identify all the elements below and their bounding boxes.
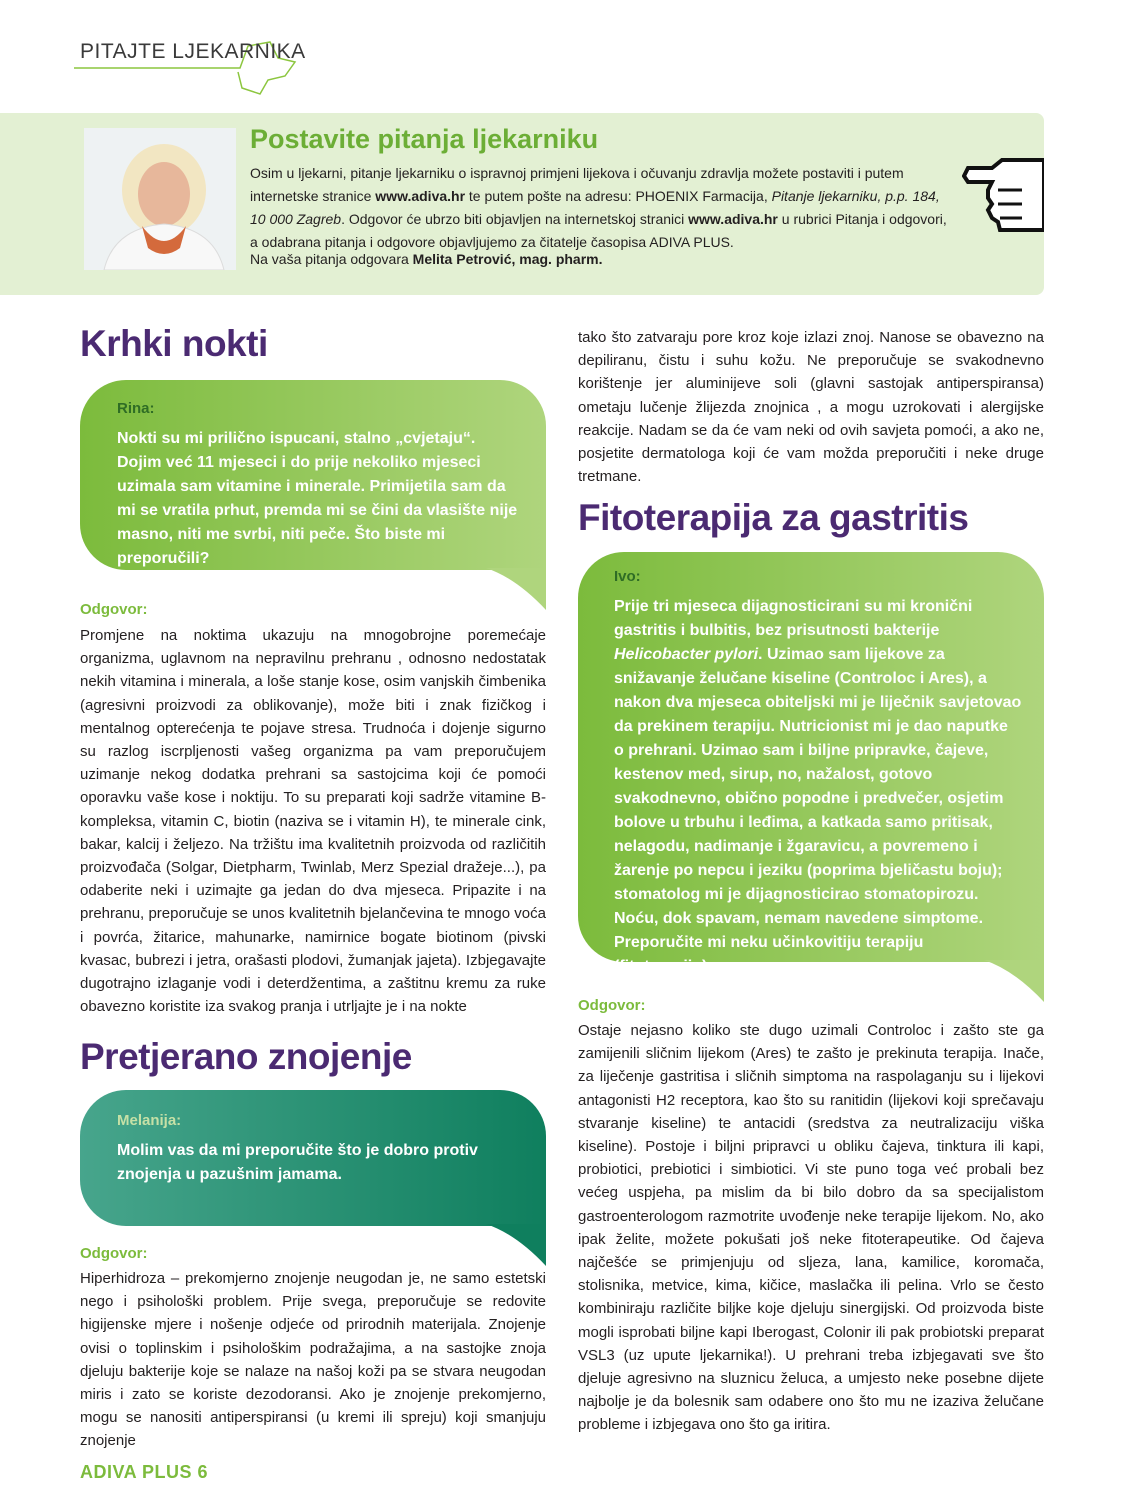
- question-bubble-krhki: [80, 380, 546, 570]
- answer-text-znojenje: Hiperhidroza – prekomjerno znojenje neugodan je, ne samo estetski nego i psihološki problem. Prije svega, preporučuje se redovite higijenske mjere i nošenje odjeće od prirodnih materijala. Znojenje ovisi o toplinskim i psihološkim podražajima, a na sastojke znoja djeluju bakterije koje se nalaze na našoj koži pa se stvara neugodan miris i zato se koriste dezodoransi. Ako je znojenje prekomjerno, mogu se nanositi antiperspiransi (u kremi ili spreju) koji smanjuju znojenje: [80, 1270, 546, 1450]
- heading-pretjerano-znojenje: Pretjerano znojenje: [80, 1036, 412, 1077]
- answer-text-gastritis: Ostaje nejasno koliko ste dugo uzimali Controloc i zašto ste ga zamijenili sličnim lijekom (Ares) te zašto je prekinuta terapija. Inače, za liječenje gastritisa i sličnih simptoma na raspolaganju su i lijekovi antagonisti H2 receptora, kao što su ranitidin (lijekovi koji sprečavaju stvaranje kiseline) te antacidi (sredstva za neutralizaciju viška kiseline). Postoje i biljni pripravci u obliku čajeva, tinktura ili kapi, probiotici, prebiotici i simbiotici. Vi ste puno toga već probali bez većeg uspjeha, pa mislim da bi bilo dobro da sa specijalistom gastroenterologom razmotrite uvođenje neke terapije lijekom. No, ako ipak želite, možete pokušati još neke fitoterapeutike. Od čajeva najčešće se primjenjuju od sljeza, lana, kamilice, koromača, stolisnika, metvice, kima, kičice, maslačka ili pelina. Vrlo se često kombiniraju različite biljke koje djeluju sinergijski. Od proizvoda biste mogli isprobati biljne kapi Iberogast, Colonir ili pak probiotski preparat VSL3 (uz upute ljekarnika!). U prehrani treba izbjegavati sve što djeluje agresivno na sluznicu želuca, a umjesto neke posebne dijete najbolje je da bolesnik sam odabere ono što mu ne izaziva želučane probleme i izbjegava ono što ga iritira.: [578, 1022, 1044, 1434]
- answer-label: Odgovor:: [80, 1245, 148, 1262]
- asker-name: Melanija:: [117, 1112, 182, 1129]
- asker-name: Ivo:: [614, 568, 641, 585]
- question-bubble-znojenje: [80, 1090, 546, 1226]
- heading-fitoterapija-gastritis: Fitoterapija za gastritis: [578, 497, 969, 538]
- page-footer: ADIVA PLUS 6: [80, 1462, 209, 1482]
- pointing-hand-icon: [962, 150, 1044, 240]
- intro-text: Osim u ljekarni, pitanje ljekarniku o ispravnoj primjeni lijekova i očuvanju zdravlja možete postaviti i putem internetske stranice www.adiva.hr te putem pošte na adresu: PHOENIX Farmacija, Pitanje ljekarniku, p.p. 184, 10 000 Zagreb. Odgovor će ubrzo biti objavljen na internetskoj stranici www.adiva.hr u rubrici Pitanja i odgovori, a odabrana pitanja i odgovore objavljujemo za čitatelje časopisa ADIVA PLUS.: [250, 165, 947, 250]
- question-text: Molim vas da mi preporučite što je dobro protiv znojenja u pazušnim jamama.: [117, 1142, 478, 1183]
- question-text: Nokti su mi prilično ispucani, stalno „cvjetaju“. Dojim već 11 mjeseci i do prije nekoliko mjeseci uzimala sam vitamine i minerale. Primijetila sam da mi se vratila prhut, premda mi se čini da vlasište nije masno, niti me svrbi, niti peče. Što biste mi preporučili?: [117, 430, 518, 567]
- section-label: PITAJTE LJEKARNIKA: [80, 40, 306, 63]
- pharmacist-photo: [84, 128, 236, 270]
- website-link[interactable]: www.adiva.hr: [375, 188, 466, 204]
- answer-text-krhki: Promjene na noktima ukazuju na mnogobrojne poremećaje organizma, uglavnom na nepravilnu prehranu , odnosno nedostatak nekih vitamina i minerala, a loše stanje kose, osim vanjskih čimbenika (agresivni proizvodi za oblikovanje), može biti i znak fizičkog i mentalnog opterećenja te pojave stresa. Trudnoća i dojenje sigurno su razlog iscrpljenosti vašeg organizma pa vam preporučujem uzimanje nekog dodatka prehrani sa sastojcima koji će pomoći oporavku vaše kose i noktiju. To su preparati koji sadrže vitamine B-kompleksa, vitamin C, biotin (naziva se i vitamin H), te minerale cink, bakar, kalcij i željezo. Na tržištu ima kvalitetnih proizvoda od različitih proizvođača (Solgar, Dietpharm, Twinlab, Merz Spezial dražeje...), pa odaberite neki i uzimajte ga jedan do dva mjeseca. Pripazite i na prehranu, preporučuje se unos kvalitetnih bjelančevina te mnogo voća i povrća, žitarice, mahunarke, namirnice bogate biotinom (pivski kvasac, bubrezi i jetra, orašasti plodovi, žumanjak jajeta). Izbjegavajte dugotrajno izlaganje vodi i deterdžentima, a zaštitnu kremu za ruke obavezno koristite iza svakog pranja i utrljajte je i na nokte: [80, 627, 546, 1016]
- bubble-tail: [486, 568, 546, 610]
- answer-label: Odgovor:: [578, 997, 646, 1014]
- website-link-2[interactable]: www.adiva.hr: [688, 211, 778, 227]
- bubble-tail: [984, 960, 1044, 1002]
- intro-title: Postavite pitanja ljekarniku: [250, 124, 599, 154]
- bubble-tail: [486, 1224, 546, 1266]
- intro-answerer: Na vaša pitanja odgovara Melita Petrović, mag. pharm.: [250, 251, 603, 267]
- question-bubble-gastritis: [578, 552, 1044, 975]
- answer-label: Odgovor:: [80, 601, 148, 618]
- answer-text-znojenje-continued: tako što zatvaraju pore kroz koje izlazi znoj. Nanose se obavezno na depiliranu, čistu i suhu kožu. Ne preporučuje se svakodnevno korištenje jer aluminijeve soli (glavni sastojak antiperspiransa) ometaju lučenje žlijezda znojnica , a mogu uzrokovati i alergijske reakcije. Nadam se da će vam neki od ovih savjeta pomoći, a ako ne, posjetite dermatologa koji će vam možda preporučiti i neke druge tretmane.: [578, 329, 1044, 486]
- asker-name: Rina:: [117, 400, 155, 417]
- question-text: Prije tri mjeseca dijagnosticirani su mi kronični gastritis i bulbitis, bez prisutnosti bakterije Helicobacter pylori. Uzimao sam lijekove za snižavanje želučane kiseline (Controloc i Ares), a nakon dva mjeseca obiteljski mi je liječnik savjetovao da prekinem terapiju. Nutricionist mi je dao naputke o prehrani. Uzimao sam i biljne pripravke, čajeve, kestenov med, sirup, no, nažalost, gotovo svakodnevno, obično popodne i predvečer, osjetim bolove u trbuhu i leđima, a katkada samo pritisak, nelagodu, nadimanje i žgaravicu, a povremeno i žarenje po nepcu i jeziku (poprima bjeličastu boju); stomatolog mi je dijagnosticirao stomatopirozu. Noću, dok spavam, nemam navedene simptome. Preporučite mi neku učinkovitiju terapiju (fitoterapiju).: [614, 598, 1022, 975]
- heading-krhki-nokti: Krhki nokti: [80, 323, 268, 364]
